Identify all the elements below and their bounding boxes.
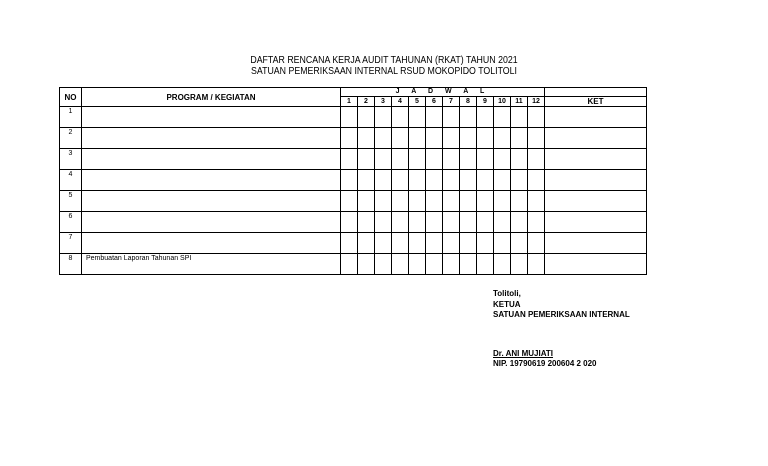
row-month-cell <box>494 107 511 128</box>
row-month-cell <box>358 107 375 128</box>
signature-nip: NIP. 19790619 200604 2 020 <box>493 359 597 368</box>
row-month-cell <box>494 149 511 170</box>
row-month-cell <box>375 191 392 212</box>
row-ket <box>545 107 647 128</box>
row-month-cell <box>460 128 477 149</box>
row-ket <box>545 149 647 170</box>
row-month-cell <box>341 191 358 212</box>
header-month: 6 <box>426 97 443 107</box>
header-month: 2 <box>358 97 375 107</box>
row-month-cell <box>443 254 460 275</box>
row-month-cell <box>341 254 358 275</box>
table-row <box>60 191 647 212</box>
row-month-cell <box>511 170 528 191</box>
row-month-cell <box>443 212 460 233</box>
row-program <box>82 149 341 170</box>
row-month-cell <box>477 191 494 212</box>
header-month: 4 <box>392 97 409 107</box>
row-month-cell <box>477 254 494 275</box>
row-month-cell <box>494 170 511 191</box>
header-ket-top <box>545 88 647 97</box>
row-month-cell <box>392 149 409 170</box>
row-month-cell <box>358 233 375 254</box>
row-month-cell <box>528 149 545 170</box>
row-program <box>82 128 341 149</box>
signature-place: Tolitoli, <box>493 289 521 298</box>
row-month-cell <box>341 233 358 254</box>
row-ket <box>545 254 647 275</box>
row-program <box>82 212 341 233</box>
row-month-cell <box>477 170 494 191</box>
row-month-cell <box>426 233 443 254</box>
row-month-cell <box>392 107 409 128</box>
row-program <box>82 170 341 191</box>
row-month-cell <box>409 254 426 275</box>
row-month-cell <box>358 128 375 149</box>
row-month-cell <box>528 128 545 149</box>
row-month-cell <box>426 107 443 128</box>
row-month-cell <box>528 212 545 233</box>
table-row <box>60 107 647 128</box>
row-program <box>82 191 341 212</box>
row-month-cell <box>409 212 426 233</box>
header-month: 10 <box>494 97 511 107</box>
row-month-cell <box>494 128 511 149</box>
row-ket <box>545 128 647 149</box>
row-month-cell <box>528 170 545 191</box>
row-month-cell <box>392 128 409 149</box>
row-month-cell <box>375 212 392 233</box>
row-month-cell <box>358 149 375 170</box>
header-month: 12 <box>528 97 545 107</box>
table-row <box>60 233 647 254</box>
row-month-cell <box>460 107 477 128</box>
document-title: DAFTAR RENCANA KERJA AUDIT TAHUNAN (RKAT) TAHUN 2021 <box>250 55 518 66</box>
row-month-cell <box>528 254 545 275</box>
row-month-cell <box>443 107 460 128</box>
row-ket <box>545 233 647 254</box>
row-month-cell <box>477 233 494 254</box>
row-month-cell <box>409 191 426 212</box>
row-month-cell <box>443 128 460 149</box>
row-ket <box>545 170 647 191</box>
row-program <box>82 107 341 128</box>
row-month-cell <box>341 170 358 191</box>
header-month: 11 <box>511 97 528 107</box>
row-month-cell <box>358 212 375 233</box>
row-month-cell <box>341 107 358 128</box>
header-month: 3 <box>375 97 392 107</box>
row-month-cell <box>392 233 409 254</box>
row-month-cell <box>511 128 528 149</box>
row-month-cell <box>341 128 358 149</box>
row-month-cell <box>392 254 409 275</box>
row-month-cell <box>358 170 375 191</box>
row-ket <box>545 212 647 233</box>
row-month-cell <box>528 191 545 212</box>
row-month-cell <box>443 149 460 170</box>
row-number: 6 <box>60 212 82 233</box>
header-month: 9 <box>477 97 494 107</box>
row-month-cell <box>426 254 443 275</box>
signature-name: Dr. ANI MUJIATI <box>493 349 554 358</box>
row-month-cell <box>460 170 477 191</box>
row-month-cell <box>460 212 477 233</box>
row-month-cell <box>494 191 511 212</box>
row-month-cell <box>409 149 426 170</box>
header-month: 7 <box>443 97 460 107</box>
row-month-cell <box>341 149 358 170</box>
row-month-cell <box>375 128 392 149</box>
row-month-cell <box>494 233 511 254</box>
row-number: 7 <box>60 233 82 254</box>
row-program: Pembuatan Laporan Tahunan SPI <box>82 254 341 275</box>
row-month-cell <box>511 149 528 170</box>
row-month-cell <box>477 107 494 128</box>
row-month-cell <box>460 149 477 170</box>
row-month-cell <box>494 212 511 233</box>
row-month-cell <box>511 107 528 128</box>
row-month-cell <box>409 233 426 254</box>
header-ket: KET <box>545 97 647 107</box>
row-month-cell <box>443 170 460 191</box>
row-month-cell <box>426 170 443 191</box>
row-month-cell <box>511 191 528 212</box>
row-month-cell <box>375 170 392 191</box>
row-month-cell <box>443 233 460 254</box>
row-month-cell <box>511 233 528 254</box>
header-month: 8 <box>460 97 477 107</box>
header-month: 1 <box>341 97 358 107</box>
row-month-cell <box>392 212 409 233</box>
row-month-cell <box>409 170 426 191</box>
row-number: 3 <box>60 149 82 170</box>
row-number: 4 <box>60 170 82 191</box>
row-month-cell <box>494 254 511 275</box>
row-number: 8 <box>60 254 82 275</box>
row-month-cell <box>409 128 426 149</box>
row-month-cell <box>511 254 528 275</box>
table-row <box>60 254 647 275</box>
row-month-cell <box>375 107 392 128</box>
row-month-cell <box>460 191 477 212</box>
table-row <box>60 128 647 149</box>
header-month: 5 <box>409 97 426 107</box>
header-jadwal: J A D W A L <box>341 88 545 97</box>
row-month-cell <box>511 212 528 233</box>
row-month-cell <box>392 191 409 212</box>
row-month-cell <box>426 149 443 170</box>
row-month-cell <box>375 233 392 254</box>
row-month-cell <box>358 191 375 212</box>
document-subtitle: SATUAN PEMERIKSAAN INTERNAL RSUD MOKOPIDO TOLITOLI <box>250 66 518 77</box>
row-month-cell <box>426 128 443 149</box>
row-month-cell <box>375 254 392 275</box>
row-month-cell <box>460 254 477 275</box>
row-month-cell <box>358 254 375 275</box>
table-row <box>60 170 647 191</box>
header-program: PROGRAM / KEGIATAN <box>82 88 341 107</box>
rkat-table <box>59 87 647 275</box>
row-month-cell <box>460 233 477 254</box>
header-no: NO <box>60 88 82 107</box>
row-month-cell <box>426 191 443 212</box>
row-month-cell <box>528 233 545 254</box>
row-month-cell <box>477 149 494 170</box>
row-month-cell <box>426 212 443 233</box>
table-row <box>60 149 647 170</box>
signature-position: KETUA <box>493 300 521 309</box>
row-month-cell <box>375 149 392 170</box>
row-number: 5 <box>60 191 82 212</box>
row-month-cell <box>477 212 494 233</box>
row-month-cell <box>409 107 426 128</box>
signature-unit: SATUAN PEMERIKSAAN INTERNAL <box>493 310 630 319</box>
row-month-cell <box>392 170 409 191</box>
row-program <box>82 233 341 254</box>
row-ket <box>545 191 647 212</box>
row-month-cell <box>443 191 460 212</box>
row-number: 2 <box>60 128 82 149</box>
table-row <box>60 212 647 233</box>
row-month-cell <box>477 128 494 149</box>
row-month-cell <box>528 107 545 128</box>
row-month-cell <box>341 212 358 233</box>
row-number: 1 <box>60 107 82 128</box>
